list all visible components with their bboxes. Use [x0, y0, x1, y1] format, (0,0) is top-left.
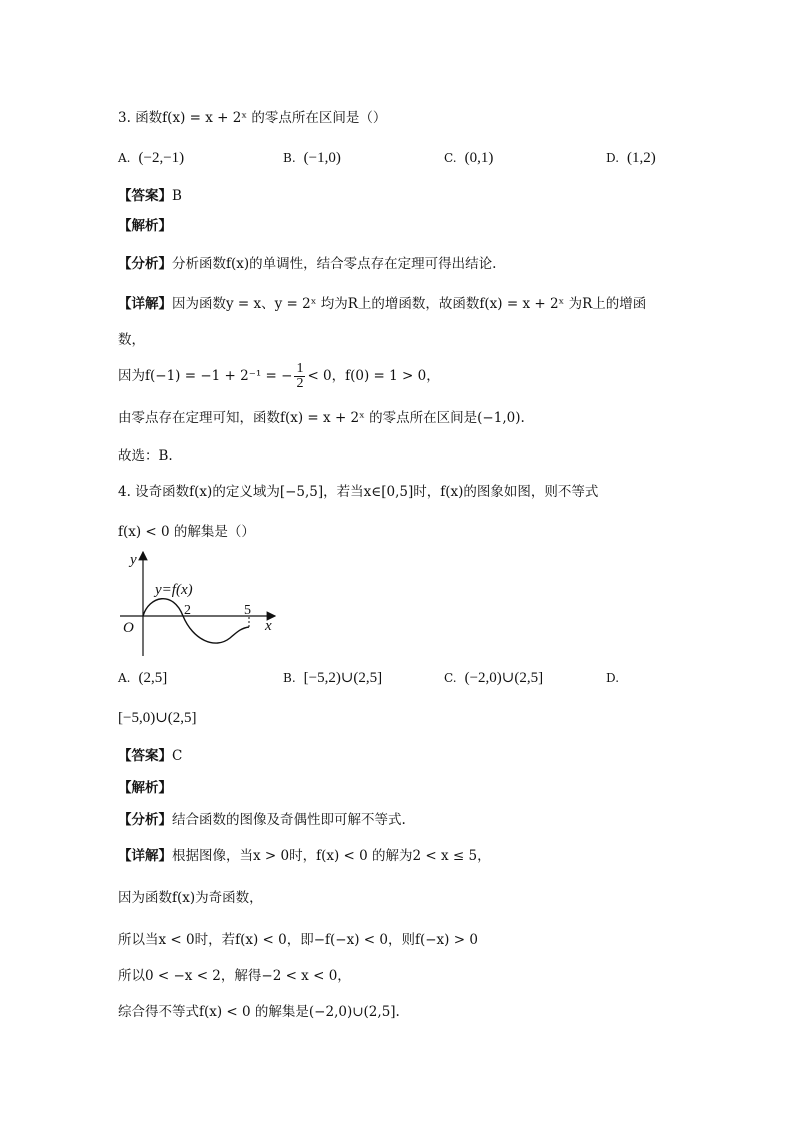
q4-fenxi: [118, 810, 406, 830]
q4-step-1-text: 因为函数f(x)为奇函数，: [118, 890, 263, 906]
q4-option-a-label: A.: [118, 671, 131, 685]
q4-step-3: [118, 966, 351, 986]
q4-option-a-value: (2,5]: [138, 670, 168, 686]
x-axis-label: x: [265, 618, 272, 634]
q4-step-2-text: 所以当x < 0时，若f(x) < 0，即−f(−x) < 0，则f(−x) > 0: [118, 932, 478, 948]
q4-option-d: [606, 668, 627, 688]
q3-option-c: [444, 148, 493, 168]
q3-option-b-label: B.: [283, 151, 296, 165]
q3-xiangjie-line4: [118, 408, 525, 428]
q4-option-c-label: C.: [444, 671, 457, 685]
q3-xiangjie-text1: 因为函数y = x、y = 2ˣ 均为R上的增函数，故函数f(x) = x + 2ˣ 为R上的增函: [172, 296, 647, 312]
q3-fenxi: [118, 254, 496, 274]
q3-option-d-label: D.: [606, 151, 620, 165]
q4-option-b-value: [−5,2)∪(2,5]: [303, 670, 383, 686]
q3-option-c-label: C.: [444, 151, 457, 165]
q4-analysis-heading: [118, 778, 172, 798]
q3-option-a-label: A.: [118, 151, 131, 165]
q4-step-4-text: 综合得不等式f(x) < 0 的解集是(−2,0)∪(2,5].: [118, 1004, 400, 1020]
q3-analysis-tag: 【解析】: [118, 218, 172, 234]
q4-step-4: [118, 1002, 400, 1022]
tick-label-2: 2: [184, 603, 191, 618]
q4-option-d-value-line: [118, 708, 197, 728]
q3-xiangjie-text2: 数，: [118, 332, 145, 348]
q3-fenxi-text: 分析函数f(x)的单调性，结合零点存在定理可得出结论.: [172, 256, 497, 272]
function-curve: [143, 599, 249, 643]
q4-xiangjie-text: 根据图像，当x > 0时，f(x) < 0 的解为2 < x ≤ 5，: [172, 848, 491, 864]
q4-xiangjie: [118, 846, 491, 866]
q3-xiangjie-line1: [118, 294, 646, 314]
q4-option-c: [444, 668, 543, 688]
q3-answer-tag: 【答案】: [118, 188, 172, 204]
q4-option-c-value: (−2,0)∪(2,5]: [464, 670, 544, 686]
q3-xiangjie-tag: 【详解】: [118, 296, 172, 312]
q4-stem-text1: 4. 设奇函数f(x)的定义域为[−5,5]，若当x∈[0,5]时，f(x)的图象如图，则不等式: [118, 484, 599, 500]
q3-option-b-value: (−1,0): [303, 150, 341, 166]
q3-xiangjie-text4: 由零点存在定理可知，函数f(x) = x + 2ˣ 的零点所在区间是(−1,0).: [118, 410, 525, 426]
function-graph: [115, 548, 285, 660]
q4-fenxi-text: 结合函数的图像及奇偶性即可解不等式.: [172, 812, 406, 828]
q3-stem-text: 函数f(x) = x + 2ˣ 的零点所在区间是（）: [135, 110, 387, 126]
q4-step-3-text: 所以0 < −x < 2，解得−2 < x < 0，: [118, 968, 351, 984]
y-axis-label: y: [130, 552, 137, 568]
q3-xiangjie-text3b: < 0，f(0) = 1 > 0，: [307, 368, 440, 384]
q4-answer-value: C: [172, 748, 183, 764]
q4-option-a: [118, 668, 167, 688]
q3-option-d: [606, 148, 656, 168]
q3-xiangjie-line2: [118, 330, 145, 350]
q3-analysis-heading: [118, 216, 172, 236]
q4-answer-tag: 【答案】: [118, 748, 172, 764]
q4-stem-text2: f(x) < 0 的解集是（）: [118, 524, 255, 540]
q3-conclusion-text: 故选：B.: [118, 448, 173, 464]
q3-option-a: [118, 148, 184, 168]
q3-option-a-value: (−2,−1): [138, 150, 185, 166]
q4-xiangjie-tag: 【详解】: [118, 848, 172, 864]
q3-option-d-value: (1,2): [627, 150, 656, 166]
q3-xiangjie-line3: [118, 362, 440, 391]
curve-label: y=f(x): [155, 582, 193, 598]
q4-option-d-label: D.: [606, 671, 620, 685]
q4-stem-line2: [118, 522, 255, 542]
origin-label: O: [123, 620, 134, 636]
q3-fraction-denominator: 2: [296, 376, 304, 391]
q4-fenxi-tag: 【分析】: [118, 812, 172, 828]
q3-fenxi-tag: 【分析】: [118, 256, 172, 272]
q4-option-d-value: [−5,0)∪(2,5]: [118, 710, 197, 726]
q3-xiangjie-text3a: 因为f(−1) = −1 + 2⁻¹ = −: [118, 368, 293, 384]
q4-option-b: [283, 668, 382, 688]
q3-stem: [118, 108, 386, 128]
q3-fraction: [294, 362, 305, 391]
q4-step-2: [118, 930, 478, 950]
q4-analysis-tag: 【解析】: [118, 780, 172, 796]
q3-answer-value: B: [172, 188, 182, 204]
q3-answer: [118, 186, 182, 206]
q3-option-b: [283, 148, 341, 168]
q3-conclusion: [118, 446, 173, 466]
q4-option-b-label: B.: [283, 671, 296, 685]
q4-step-1: [118, 888, 263, 908]
q4-answer: [118, 746, 182, 766]
q3-fraction-numerator: 1: [296, 361, 304, 376]
q3-option-c-value: (0,1): [464, 150, 494, 166]
tick-label-5: 5: [244, 603, 251, 618]
q3-number: 3.: [118, 110, 131, 126]
q4-stem-line1: [118, 482, 598, 502]
